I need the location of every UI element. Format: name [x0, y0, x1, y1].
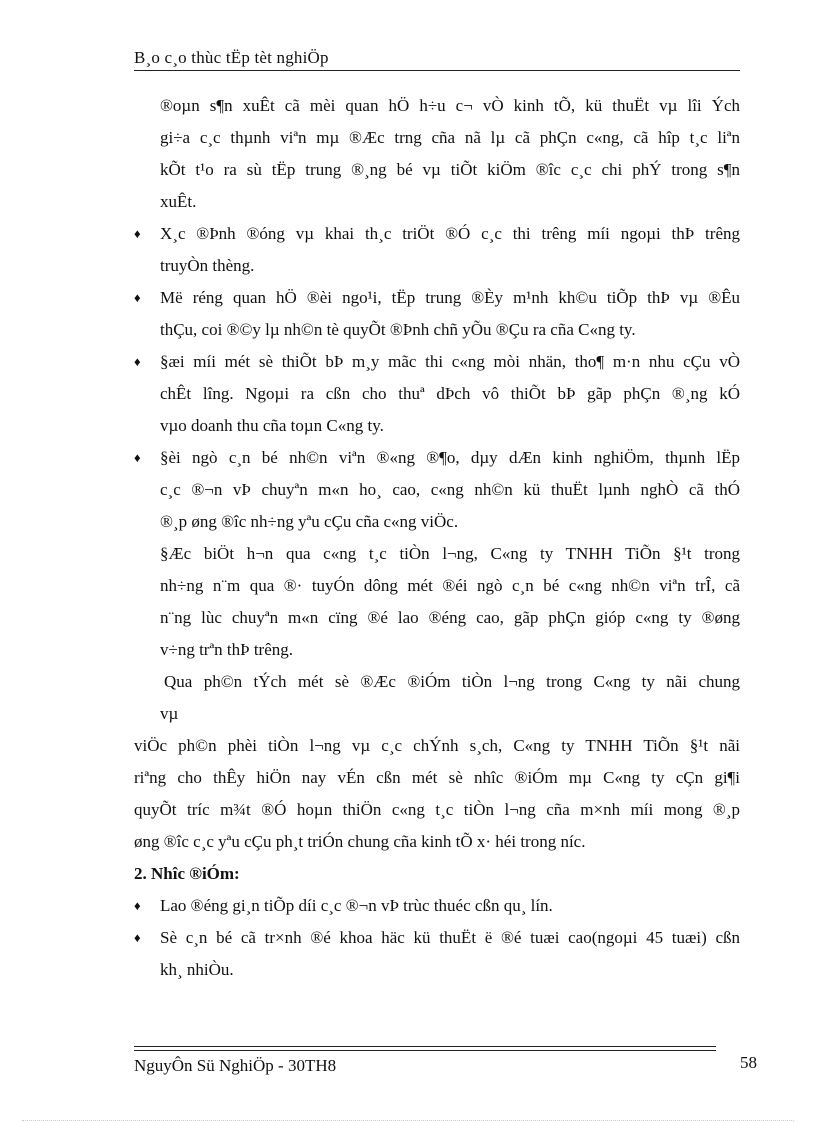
page-edge-divider [22, 1120, 794, 1121]
text-line: n¨ng lùc chuyªn m«n cïng ®é lao ®éng cao, gãp phÇn gióp c«ng ty ®øng [160, 608, 740, 627]
bullet-list-weaknesses [134, 890, 740, 986]
list-item [134, 282, 740, 346]
text-line: vµo doanh thu cña toµn C«ng ty. [160, 416, 384, 435]
diamond-bullet-icon: ♦ [134, 290, 141, 305]
diamond-bullet-icon: ♦ [134, 930, 141, 945]
text-line: thÇu, coi ®©y lµ nh©n tè quyÕt ®Þnh chñ yÕu ®Çu ra cña C«ng ty. [160, 320, 636, 339]
paragraph [134, 666, 740, 730]
text-line: viÖc ph©n phèi tiÒn l¬ng vµ c¸c chÝnh s¸ch, C«ng ty TNHH TiÕn §¹t nãi [134, 736, 740, 755]
diamond-bullet-icon: ♦ [134, 450, 141, 465]
text-line: øng ®îc c¸c yªu cÇu ph¸t triÓn chung cña kinh tÕ x· héi trong níc. [134, 832, 586, 851]
footer-divider [134, 1050, 716, 1051]
paragraph [134, 730, 740, 858]
diamond-bullet-icon: ♦ [134, 354, 141, 369]
text-line: vµ [160, 704, 179, 723]
paragraph [134, 538, 740, 666]
diamond-bullet-icon: ♦ [134, 226, 141, 241]
text-line: riªng cho thÊy hiÖn nay vÉn cßn mét sè nhîc ®iÓm mµ C«ng ty cÇn gi¶i [134, 768, 740, 787]
text-line: kÕt t¹o ra sù tËp trung ®¸ng bé vµ tiÕt kiÖm ®îc c¸c chi phÝ trong s¶n [160, 160, 740, 179]
footer-divider [134, 1046, 716, 1047]
list-item [134, 218, 740, 282]
text-line: ®¸p øng ®îc nh÷ng yªu cÇu cña c«ng viÖc. [160, 512, 459, 531]
footer-author: NguyÔn Sü NghiÖp - 30TH8 [134, 1056, 337, 1075]
text-line: v÷ng trªn thÞ trêng. [160, 640, 294, 659]
text-line: quyÕt tríc m¾t ®Ó hoµn thiÖn c«ng t¸c tiÒn l¬ng cña m×nh míi mong ®¸p [134, 800, 740, 819]
bullet-list-strengths [134, 218, 740, 538]
diamond-bullet-icon: ♦ [134, 898, 141, 913]
section-heading: 2. Nhîc ®iÓm: [134, 864, 240, 883]
text-line: Qua ph©n tÝch mét sè ®Æc ®iÓm tiÒn l¬ng trong C«ng ty nãi chung [164, 672, 740, 691]
list-item [134, 890, 740, 922]
text-line: truyÒn thèng. [160, 256, 255, 275]
header-divider [134, 70, 740, 71]
text-line: X¸c ®Þnh ®óng vµ khai th¸c triÖt ®Ó c¸c thi trêng míi ngoµi thÞ trêng [160, 224, 740, 243]
text-line: Më réng quan hÖ ®èi ngo¹i, tËp trung ®Èy m¹nh kh©u tiÕp thÞ vµ ®Êu [160, 288, 740, 307]
list-item [134, 442, 740, 538]
text-line: xuÊt. [160, 192, 197, 211]
text-line: §èi ngò c¸n bé nh©n viªn ®«ng ®¶o, dµy dÆn kinh nghiÖm, thµnh lËp [160, 448, 740, 467]
text-line: nh÷ng n¨m qua ®· tuyÓn dông mét ®éi ngò c¸n bé c«ng nh©n viªn trÎ, cã [160, 576, 740, 595]
text-line: chÊt lîng. Ngoµi ra cßn cho thuª dÞch vô thiÕt bÞ gãp phÇn ®¸ng kÓ [160, 384, 740, 403]
text-line: kh¸ nhiÒu. [160, 960, 234, 979]
text-line: §æi míi mét sè thiÕt bÞ m¸y mãc thi c«ng mòi nhän, tho¶ m·n nhu cÇu vÒ [160, 352, 740, 371]
list-item [134, 346, 740, 442]
paragraph-continuation [134, 90, 740, 218]
text-line: Lao ®éng gi¸n tiÕp díi c¸c ®¬n vÞ trùc thuéc cßn qu¸ lín. [160, 896, 553, 915]
list-item [134, 922, 740, 986]
page-header-title: B¸o c¸o thùc tËp tèt nghiÖp [134, 48, 329, 67]
text-line: gi÷a c¸c thµnh viªn mµ ®Æc trng cña nã lµ cã phÇn c«ng, cã hîp t¸c liªn [160, 128, 740, 147]
text-line: c¸c ®¬n vÞ chuyªn m«n ho¸ cao, c«ng nh©n kü thuËt lµnh nghÒ cã thÓ [160, 480, 740, 499]
page-number: 58 [740, 1053, 757, 1072]
document-body [134, 90, 740, 986]
text-line: §Æc biÖt h¬n qua c«ng t¸c tiÒn l¬ng, C«ng ty TNHH TiÕn §¹t trong [160, 544, 740, 563]
text-line: ®oµn s¶n xuÊt cã mèi quan hÖ h÷u c¬ vÒ kinh tÕ, kü thuËt vµ lîi Ých [160, 96, 740, 115]
text-line: Sè c¸n bé cã tr×nh ®é khoa häc kü thuËt ë ®é tuæi cao(ngoµi 45 tuæi) cßn [160, 928, 740, 947]
